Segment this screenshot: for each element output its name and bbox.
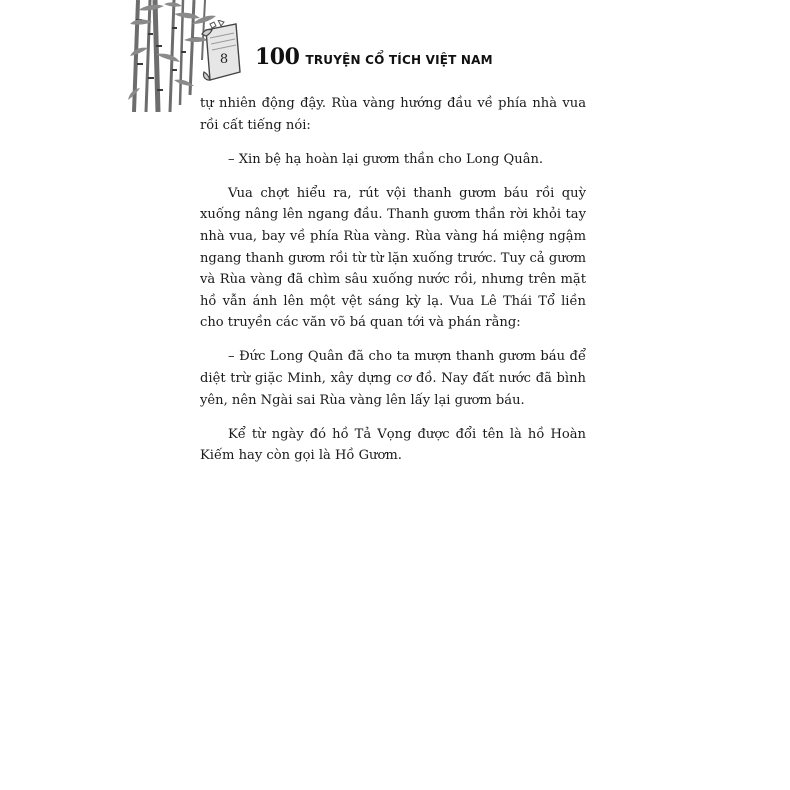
paragraph-lake-renamed: Kể từ ngày đó hồ Tả Vọng được đổi tên là hồ Hoàn Kiếm hay còn gọi là Hồ Gươm. — [200, 426, 586, 464]
paragraph-continuation: tự nhiên động đậy. Rùa vàng hướng đầu về phía nhà vua rồi cất tiếng nói: — [200, 96, 586, 133]
page-number: 8 — [219, 52, 229, 67]
story-body — [200, 93, 586, 479]
running-header — [255, 44, 493, 70]
header-book-number: 100 — [255, 44, 300, 70]
paragraph-turtle-speech: – Xin bệ hạ hoàn lại gươm thần cho Long Quân. — [228, 151, 544, 167]
header-book-title: TRUYỆN CỔ TÍCH VIỆT NAM — [305, 53, 493, 67]
paragraph-king-speech: – Đức Long Quân đã cho ta mượn thanh gươm báu để diệt trừ giặc Minh, xây dựng cơ đồ. Nay đất nước đã bình yên, nên Ngài sai Rùa vàng lên lấy lại gươm báu. — [200, 349, 586, 408]
paragraph-king-returns-sword: Vua chợt hiểu ra, rút vội thanh gươm báu rồi quỳ xuống nâng lên ngang đầu. Thanh gươm thần rời khỏi tay nhà vua, bay về phía Rùa vàng. Rùa vàng há miệng ngậm ngang thanh gươm rồi từ từ lặn xuống trước. Tuy cả gươm và Rùa vàng đã chìm sâu xuống nước rồi, nhưng trên mặt hồ vẫn ánh lên một vệt sáng kỳ lạ. Vua Lê Thái Tổ liền cho truyền các văn võ bá quan tới và phán rằng: — [200, 185, 586, 331]
